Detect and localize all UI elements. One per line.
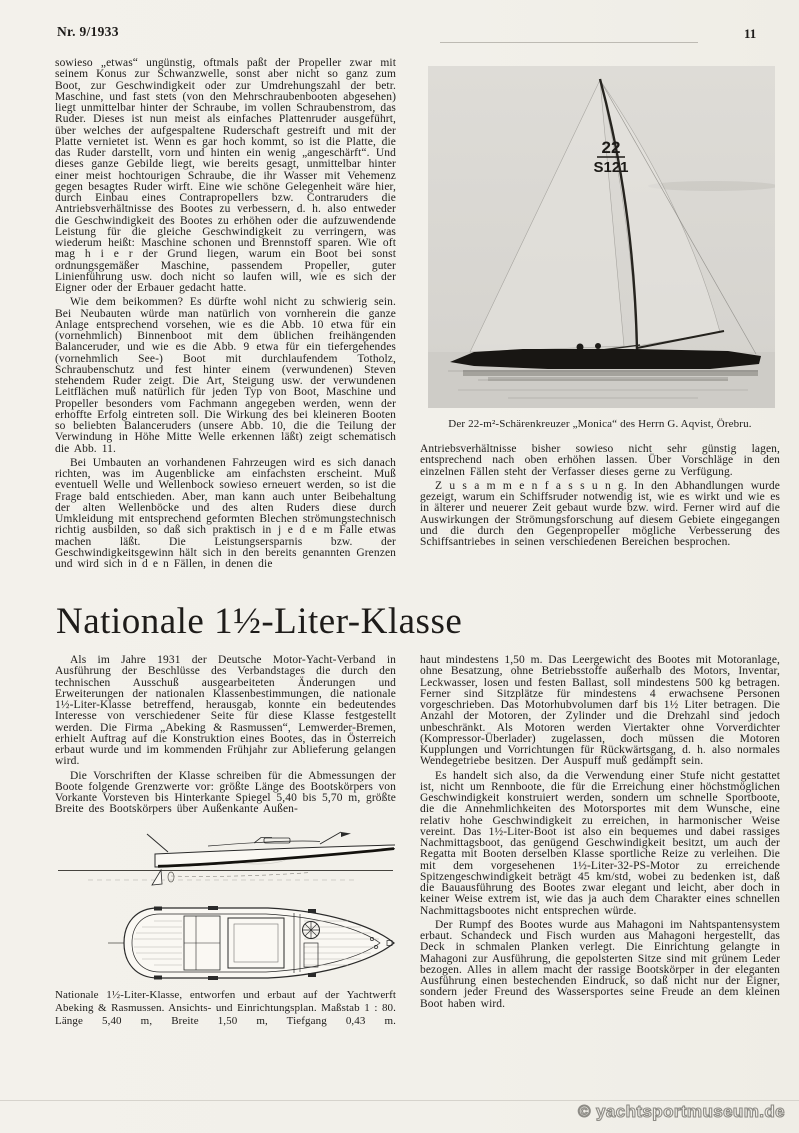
article2-right-column <box>420 655 780 1013</box>
sail-insignia-class: 22 <box>601 138 621 157</box>
paragraph: Wie dem beikommen? Es dürfte wohl nicht zu schwierig sein. Bei Neubauten würde man natürlich von vornherein die ganze Anlage entsprechend vorsehen, wie es die Abb. 10 etwa für ein (vornehmlich) Binnenboot mit dem üblichen freihängenden Balanceruder, und wie es die Abb. 9 etwa für ein tiefergehendes (vornehmlich See-) Boot mit durchlaufendem Totholz, Schraubenschutz und fest hinter einem (verwundenen) Steven stehendem Ruder zeigt. Die Art, Steigung usw. der verwundenen Leitflächen muß natürlich für jeden Typ von Boot, Maschine und Propeller besonders vom Fachmann angegeben werden, wenn der erhoffte Erfolg eintreten soll. Die Wirkung des bei kleineren Booten so beliebten Balanceruders (unsere Abb. 10, die die Teilung der Verwindung in Höhe Mitte Welle erkennen läßt) zeigt schematisch die Abb. 11. <box>55 296 396 455</box>
paragraph: Antriebsverhältnisse bisher sowieso nicht sehr günstig lagen, entsprechend nach oben erhöhen lassen. Über Vorschläge in den einzelnen Fällen steht der Verfasser dieses gerne zu Verfügung. <box>420 443 780 478</box>
article1-right-column <box>420 444 780 551</box>
boat-plan-drawing <box>58 831 395 987</box>
propeller <box>168 872 174 882</box>
drawing-caption: Nationale 1½-Liter-Klasse, entworfen und erbaut auf der Yachtwerft Abeking & Rasmussen. Ansichts- und Einrichtungsplan. Maßstab 1 : 80. Länge 5,40 m, Breite 1,50 m, Tiefgang 0,43 m. <box>55 989 396 1027</box>
paragraph: Der Rumpf des Bootes wurde aus Mahagoni im Nahtspantensystem erbaut. Schandeck und Fisch wurden aus Mahagoni hergestellt, das Deck in schmalen Planken verlegt. Die Einrichtung gelangte in Mahagoni zur Ausführung, die gepolsterten Sitze sind mit grünem Leder bezogen. Alles in allem macht der rassige Bootskörper in der eleganten Ausführung einen bestechenden Eindruck, so daß nicht nur der Eigner, sondern jeder Freund des Wassersportes seine Freude an dem kleinen Boot haben wird. <box>420 918 780 1010</box>
sail-insignia-number: S121 <box>593 159 629 176</box>
watermark: © yachtsportmuseum.de <box>577 1102 785 1121</box>
paragraph: sowieso „etwas“ ungünstig, oftmals paßt der Propeller zwar mit seinem Konus zur Schwanzwelle, sonst aber nicht so ganz zum Boot, zur Geschwindigkeit oder zur Umdrehungszahl der betr. Maschine, und fast stets (von den Mehrschraubenbooten abgesehen) liegt unmittelbar hinter der Schraube, im vollen Schraubenstrom, das Ruder. Dieses ist nun meist als einfaches Plattenruder ausgeführt, über welches der aufgespaltene Ruderschaft gestreift und mit der Platte vernietet ist. Wenn es gar hoch kommt, so ist die Platte, die das Ruder darstellt, vorn und hinten ein wenig „angeschärft“. Und dieses ganze Gebilde liegt, wie bereits gesagt, unmittelbar hinter einer meist hochtourigen Schraube, die ihr Wasser mit Vehemenz gegen besagtes Ruder wirft. Eine wie schöne Gelegenheit wäre hier, durch Einbau eines Contrapropellers bzw. Contraruders die Antriebsverhältnisse des Bootes zu verbessern, d. h. also entweder die Geschwindigkeit des Bootes zu erhöhen oder die aufzuwendende Leistung für die gleiche Geschwindigkeit zu verringern, was wiederum heißt: Maschine schonen und Brennstoff sparen. Wie oft mag h i e r der Grund liegen, warum ein Boot bei sonst ordnungsgemäßer Maschine, passendem Propeller, guter Linienführung usw. doch nicht so laufen will, wie es sich der Eigner oder der Erbauer gedacht hatte. <box>55 57 396 294</box>
steering-wheel <box>303 922 320 939</box>
paragraph: Die Vorschriften der Klasse schreiben für die Abmessungen der Boote folgende Grenzwerte vor: größte Länge des Bootskörpers von Vorkante Vorsteven bis Hinterkante Spiegel 5,40 bis 5,70 m, größte Breite des Bootskörpers über Außenkante Außen- <box>55 769 396 816</box>
header-rule <box>440 42 698 43</box>
page-number: 11 <box>744 26 757 41</box>
shaft-line <box>171 873 310 877</box>
photo-caption: Der 22-m²-Schärenkreuzer „Monica“ des Herrn G. Aqvist, Örebru. <box>448 418 752 430</box>
shoreline <box>648 181 775 191</box>
bottom-rule <box>0 1100 799 1101</box>
rudder <box>152 870 162 885</box>
sailboat-photo <box>428 66 775 408</box>
issue-label: Nr. 9/1933 <box>57 24 119 39</box>
paragraph: Bei Umbauten an vorhandenen Fahrzeugen wird es sich danach richten, was im Augenblicke am einfachsten erscheint. Muß eventuell Welle und Wellenbock sowieso erneuert werden, so ist die Frage bald entschieden. Aber, man kann auch unter Beibehaltung der alten Wellenböcke und des alten Ruders diese durch Umkleidung mit entsprechend geformten Blechen strömungstechnisch richtig ausbilden, so daß sich praktisch in j e d e m Falle etwas machen läßt. Die Leistungsersparnis bzw. der Geschwindigkeitsgewinn hält sich in den bereits genannten Grenzen und wird sich in d e n Fällen, in denen die <box>55 456 396 570</box>
flag <box>341 832 351 837</box>
stern-staff <box>147 834 168 852</box>
paragraph: haut mindestens 1,50 m. Das Leergewicht des Bootes mit Motoranlage, ohne Besatzung, ohne Betriebsstoffe außerhalb des Motors, Inventar, Leckwasser, losen und festen Ballast, soll mindestens 500 kg betragen. Ferner sind Sitzplätze für mindestens 4 erwachsene Personen vorgeschrieben. Das Motorhubvolumen darf bis 1½ Liter betragen. Die Anzahl der Motoren, der Zylinder und die Drehzahl sind jedoch unbeschränkt. Als Motoren werden Viertakter ohne Vorverdichter (Kompressor-Überlader) zugelassen, doch müssen die Motoren Kupplungen und Vorrichtungen für Rückwärtsgang, d. h. also normales Wendegetriebe besitzen. Der Auspuff muß gedämpft sein. <box>420 654 780 768</box>
article1-left-column <box>55 58 396 573</box>
paragraph: Als im Jahre 1931 der Deutsche Motor-Yacht-Verband in Ausführung der Beschlüsse des Verbandstages die durch den technischen Ausschuß ausgearbeiteten Änderungen und Erweiterungen der nationalen Klassenbestimmungen, die nationale 1½-Liter-Klasse betreffend, herausgab, konnte ein bedeutendes Interesse von verschiedener Seite für diese Klasse festgestellt werden. Die Firma „Abeking & Rasmussen“, Lemwerder-Bremen, erhielt Auftrag auf die Konstruktion eines Bootes, das in Österreich erbaut wurde und im kommenden Frühjahr zur Ablieferung gelangen wird. <box>55 654 396 768</box>
sailboat-photo-graphic <box>428 66 775 408</box>
article-headline: Nationale 1½-Liter-Klasse <box>56 601 463 642</box>
paragraph: Z u s a m m e n f a s s u n g. In den Abhandlungen wurde gezeigt, warum ein Schiffsruder notwendig ist, wie es wirkt und wie es in älterer und neuerer Zeit gebaut wurde bzw. wird. Ferner wird auf die Auswirkungen der Strömungsforschung auf diesem Gebiete eingegangen und die durch den Gegenpropeller mögliche Verbesserung des Schiffsantriebes in seinen verschiedenen Bereichen besprochen. <box>420 479 780 548</box>
article2-left-column <box>55 655 396 819</box>
boat-plan-graphic <box>58 831 395 987</box>
paragraph: Es handelt sich also, da die Verwendung einer Stufe nicht gestattet ist, nicht um Rennboote, die für die Erreichung einer höchstmöglichen Geschwindigkeit konstruiert werden, sondern um schnelle Sportboote, die die Annehmlichkeiten des Motorsportes mit dem Wunsche, eine relativ hohe Geschwindigkeit zu erreichen, in harmonischer Weise vereint. Das 1½-Liter-Boot ist also ein bequemes und dabei rassiges Nachmittagsboot, das genügend Geschwindigkeit besitzt, um auch der Regatta mit Booten derselben Klasse sportliche Reize zu verleihen. Die mit dem vorgesehenen 1½-Liter-32-PS-Motor zu erreichende Spitzengeschwindigkeit beträgt 45 km/std, wobei zu bedenken ist, daß die Bauausführung des Bootes zwar elegant und leicht, aber doch in keiner Weise extrem ist, wie das ja auch dem Charakter eines schnellen Nachmittagsbootes nicht entsprechen würde. <box>420 769 780 917</box>
bow-staff <box>320 832 341 844</box>
hull <box>450 349 761 369</box>
